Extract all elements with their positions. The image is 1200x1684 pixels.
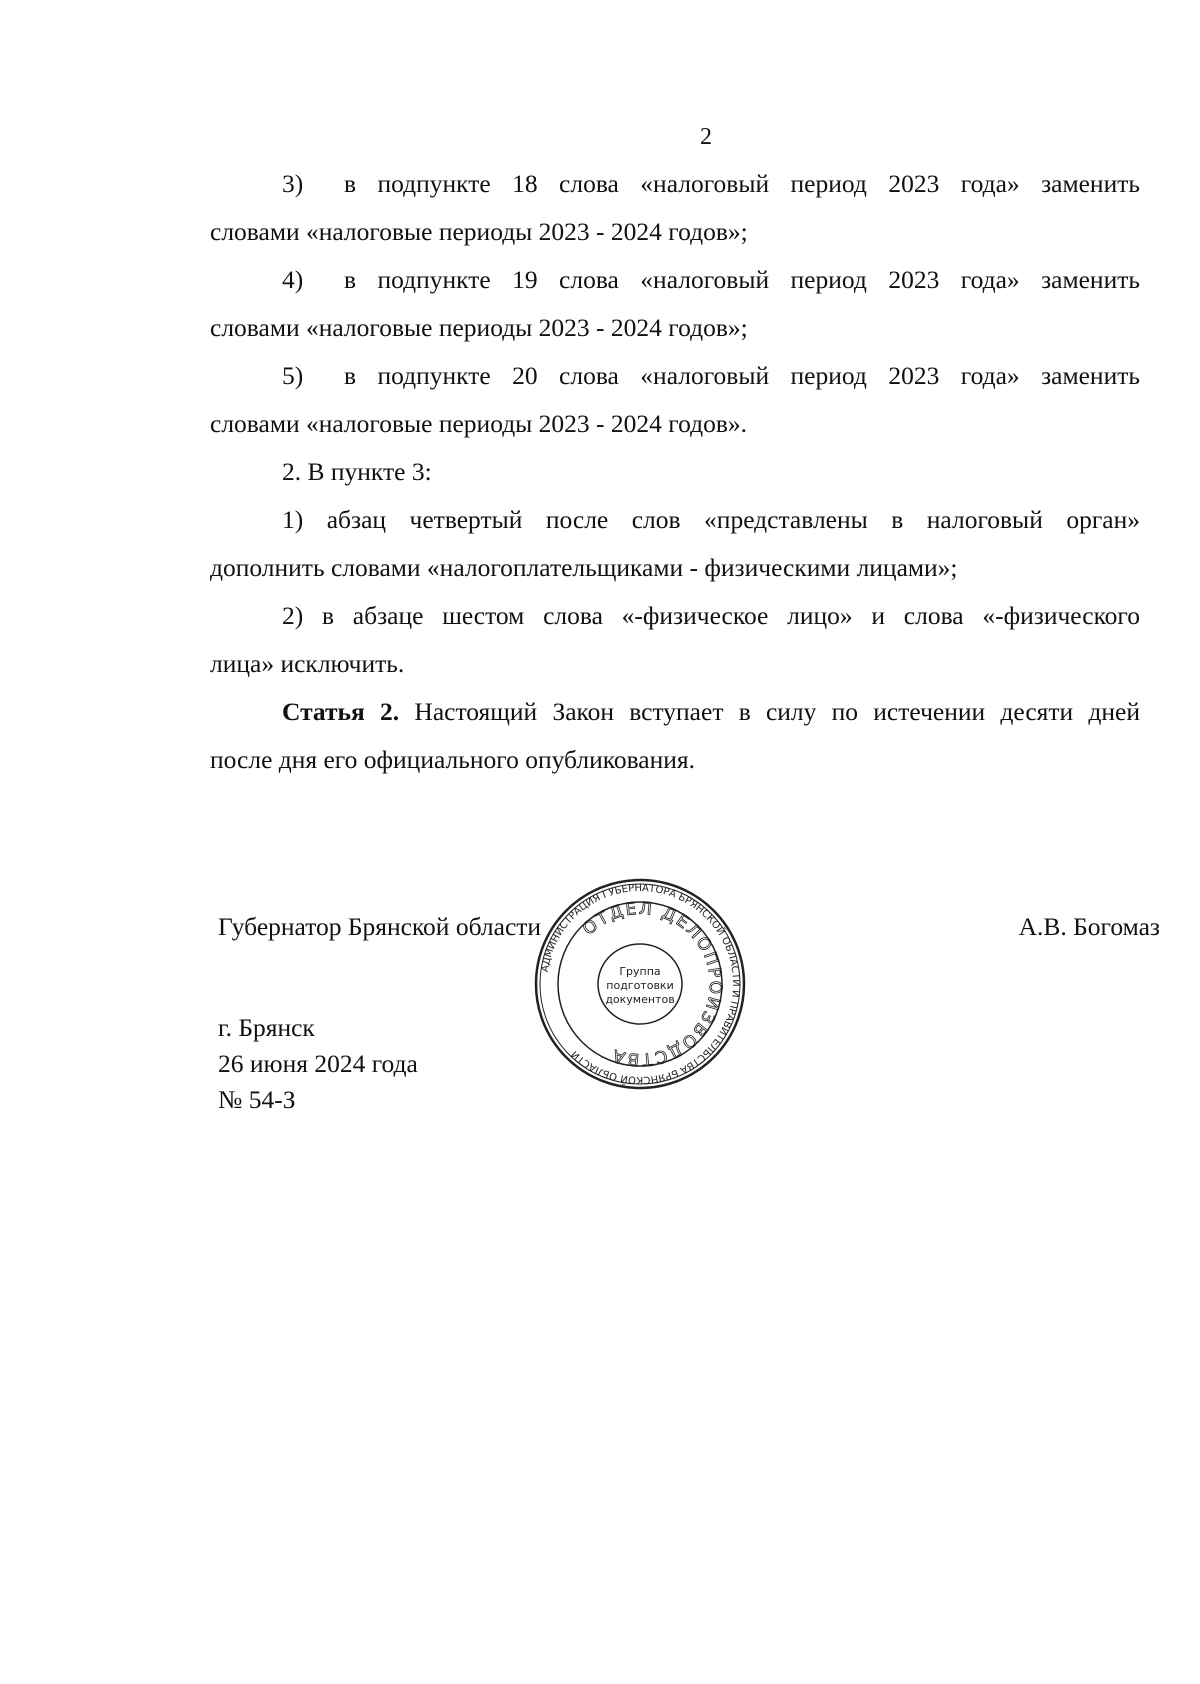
amendment-item-4 <box>210 256 1140 352</box>
point-2-title: 2. В пункте 3: <box>282 457 432 486</box>
item-number: 5) <box>282 361 304 390</box>
item-rest: словами «налоговые периоды 2023 - 2024 годов»; <box>210 217 748 246</box>
amendment-item-5 <box>210 352 1140 448</box>
item-first-line: в подпункте 18 слова «налоговый период 2023 года» заменить <box>344 169 1140 198</box>
stamp-ring-text: ОТДЕЛ ДЕЛОПРОИЗВОДСТВА <box>578 898 726 1070</box>
item-rest: словами «налоговые периоды 2023 - 2024 годов». <box>210 409 748 438</box>
law-number: № 54-З <box>218 1085 296 1114</box>
amendment-item-3 <box>210 160 1140 256</box>
point-2-sub-2: 2) в абзаце шестом слова «-физическое лицо» и слова «-физического лица» исключить. <box>210 601 1140 678</box>
city: г. Брянск <box>218 1013 315 1042</box>
stamp-outer-text: АДМИНИСТРАЦИЯ ГУБЕРНАТОРА БРЯНСКОЙ ОБЛАСТИ И ПРАВИТЕЛЬСТВА БРЯНСКОЙ ОБЛАСТИ <box>539 882 742 1086</box>
item-number: 3) <box>282 169 304 198</box>
item-number: 4) <box>282 265 304 294</box>
article-2: Статья 2. Настоящий Закон вступает в силу по истечении десяти дней после дня его официального опубликования. <box>210 697 1140 774</box>
item-rest: словами «налоговые периоды 2023 - 2024 годов»; <box>210 313 748 342</box>
page-number: 2 <box>700 124 712 150</box>
date: 26 июня 2024 года <box>218 1049 418 1078</box>
item-first-line: в подпункте 20 слова «налоговый период 2023 года» заменить <box>344 361 1140 390</box>
article-label: Статья 2. <box>282 697 400 726</box>
stamp-center-line-3: документов <box>605 993 675 1006</box>
stamp-center-line-1: Группа <box>619 965 661 978</box>
stamp-center-line-2: подготовки <box>606 979 674 992</box>
signature-name: А.В. Богомаз <box>1018 912 1160 941</box>
point-2-sub-1: 1) абзац четвертый после слов «представлены в налоговый орган» дополнить словами «налогоплательщиками - физическими лицами»; <box>210 505 1140 582</box>
official-stamp <box>533 877 747 1091</box>
signature-title: Губернатор Брянской области <box>218 912 542 941</box>
item-first-line: в подпункте 19 слова «налоговый период 2023 года» заменить <box>344 265 1140 294</box>
